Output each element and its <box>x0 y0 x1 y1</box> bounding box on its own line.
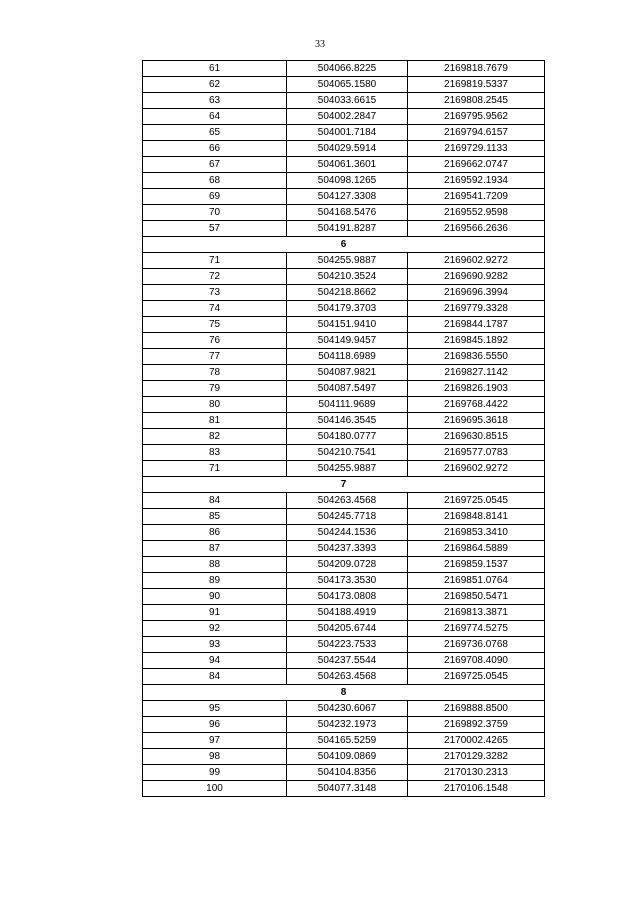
point-number-cell: 72 <box>143 269 287 285</box>
point-number-cell: 71 <box>143 253 287 269</box>
table-row <box>143 733 545 749</box>
y-coordinate-cell: 2169662.0747 <box>408 157 545 173</box>
table-row <box>143 349 545 365</box>
x-coordinate-cell: 504118.6989 <box>287 349 408 365</box>
x-coordinate-cell: 504191.8287 <box>287 221 408 237</box>
x-coordinate-cell: 504127.3308 <box>287 189 408 205</box>
x-coordinate-cell: 504223.7533 <box>287 637 408 653</box>
y-coordinate-cell: 2170130.2313 <box>408 765 545 781</box>
table-row <box>143 253 545 269</box>
point-number-cell: 61 <box>143 61 287 77</box>
x-coordinate-cell: 504087.9821 <box>287 365 408 381</box>
point-number-cell: 83 <box>143 445 287 461</box>
x-coordinate-cell: 504237.5544 <box>287 653 408 669</box>
point-number-cell: 80 <box>143 397 287 413</box>
x-coordinate-cell: 504077.3148 <box>287 781 408 797</box>
section-label: 6 <box>143 237 545 253</box>
table-row <box>143 141 545 157</box>
table-row <box>143 77 545 93</box>
x-coordinate-cell: 504146.3545 <box>287 413 408 429</box>
x-coordinate-cell: 504173.0808 <box>287 589 408 605</box>
y-coordinate-cell: 2169826.1903 <box>408 381 545 397</box>
point-number-cell: 95 <box>143 701 287 717</box>
table-row <box>143 125 545 141</box>
y-coordinate-cell: 2169577.0783 <box>408 445 545 461</box>
table-row <box>143 109 545 125</box>
y-coordinate-cell: 2169892.3759 <box>408 717 545 733</box>
x-coordinate-cell: 504210.3524 <box>287 269 408 285</box>
point-number-cell: 70 <box>143 205 287 221</box>
y-coordinate-cell: 2169630.8515 <box>408 429 545 445</box>
table-row <box>143 93 545 109</box>
table-row <box>143 205 545 221</box>
page-number: 33 <box>315 39 325 50</box>
table-row <box>143 221 545 237</box>
table-row <box>143 589 545 605</box>
point-number-cell: 97 <box>143 733 287 749</box>
point-number-cell: 73 <box>143 285 287 301</box>
x-coordinate-cell: 504087.5497 <box>287 381 408 397</box>
x-coordinate-cell: 504210.7541 <box>287 445 408 461</box>
table-row <box>143 365 545 381</box>
y-coordinate-cell: 2169779.3328 <box>408 301 545 317</box>
point-number-cell: 75 <box>143 317 287 333</box>
point-number-cell: 65 <box>143 125 287 141</box>
table-row <box>143 301 545 317</box>
y-coordinate-cell: 2169602.9272 <box>408 461 545 477</box>
table-row <box>143 461 545 477</box>
section-label: 8 <box>143 685 545 701</box>
y-coordinate-cell: 2169888.8500 <box>408 701 545 717</box>
table-row <box>143 717 545 733</box>
section-header-row <box>143 237 545 253</box>
x-coordinate-cell: 504255.9887 <box>287 461 408 477</box>
x-coordinate-cell: 504230.6067 <box>287 701 408 717</box>
y-coordinate-cell: 2169851.0764 <box>408 573 545 589</box>
y-coordinate-cell: 2169696.3994 <box>408 285 545 301</box>
point-number-cell: 84 <box>143 669 287 685</box>
table-row <box>143 557 545 573</box>
table-row <box>143 541 545 557</box>
y-coordinate-cell: 2169864.5889 <box>408 541 545 557</box>
x-coordinate-cell: 504263.4568 <box>287 493 408 509</box>
coordinates-table-body <box>143 61 545 797</box>
table-row <box>143 381 545 397</box>
y-coordinate-cell: 2169818.7679 <box>408 61 545 77</box>
x-coordinate-cell: 504245.7718 <box>287 509 408 525</box>
y-coordinate-cell: 2169552.9598 <box>408 205 545 221</box>
x-coordinate-cell: 504066.8225 <box>287 61 408 77</box>
x-coordinate-cell: 504263.4568 <box>287 669 408 685</box>
y-coordinate-cell: 2169602.9272 <box>408 253 545 269</box>
y-coordinate-cell: 2169859.1537 <box>408 557 545 573</box>
table-row <box>143 61 545 77</box>
x-coordinate-cell: 504033.6615 <box>287 93 408 109</box>
table-row <box>143 429 545 445</box>
table-row <box>143 285 545 301</box>
section-header-row <box>143 685 545 701</box>
x-coordinate-cell: 504111.9689 <box>287 397 408 413</box>
y-coordinate-cell: 2169708.4090 <box>408 653 545 669</box>
table-row <box>143 445 545 461</box>
point-number-cell: 74 <box>143 301 287 317</box>
y-coordinate-cell: 2169768.4422 <box>408 397 545 413</box>
x-coordinate-cell: 504029.5914 <box>287 141 408 157</box>
x-coordinate-cell: 504104.8356 <box>287 765 408 781</box>
point-number-cell: 81 <box>143 413 287 429</box>
y-coordinate-cell: 2170106.1548 <box>408 781 545 797</box>
table-row <box>143 173 545 189</box>
x-coordinate-cell: 504001.7184 <box>287 125 408 141</box>
point-number-cell: 93 <box>143 637 287 653</box>
y-coordinate-cell: 2169850.5471 <box>408 589 545 605</box>
coordinates-table <box>142 60 545 797</box>
point-number-cell: 82 <box>143 429 287 445</box>
point-number-cell: 66 <box>143 141 287 157</box>
point-number-cell: 69 <box>143 189 287 205</box>
x-coordinate-cell: 504165.5259 <box>287 733 408 749</box>
y-coordinate-cell: 2169813.3871 <box>408 605 545 621</box>
x-coordinate-cell: 504061.3601 <box>287 157 408 173</box>
point-number-cell: 85 <box>143 509 287 525</box>
y-coordinate-cell: 2169541.7209 <box>408 189 545 205</box>
x-coordinate-cell: 504149.9457 <box>287 333 408 349</box>
x-coordinate-cell: 504098.1265 <box>287 173 408 189</box>
y-coordinate-cell: 2169795.9562 <box>408 109 545 125</box>
point-number-cell: 90 <box>143 589 287 605</box>
point-number-cell: 63 <box>143 93 287 109</box>
x-coordinate-cell: 504205.6744 <box>287 621 408 637</box>
point-number-cell: 100 <box>143 781 287 797</box>
y-coordinate-cell: 2169808.2545 <box>408 93 545 109</box>
y-coordinate-cell: 2169690.9282 <box>408 269 545 285</box>
table-row <box>143 413 545 429</box>
y-coordinate-cell: 2169729.1133 <box>408 141 545 157</box>
y-coordinate-cell: 2169853.3410 <box>408 525 545 541</box>
x-coordinate-cell: 504255.9887 <box>287 253 408 269</box>
point-number-cell: 87 <box>143 541 287 557</box>
point-number-cell: 57 <box>143 221 287 237</box>
table-row <box>143 317 545 333</box>
point-number-cell: 84 <box>143 493 287 509</box>
x-coordinate-cell: 504237.3393 <box>287 541 408 557</box>
y-coordinate-cell: 2169566.2636 <box>408 221 545 237</box>
table-row <box>143 749 545 765</box>
point-number-cell: 99 <box>143 765 287 781</box>
point-number-cell: 78 <box>143 365 287 381</box>
table-row <box>143 397 545 413</box>
table-row <box>143 701 545 717</box>
y-coordinate-cell: 2170129.3282 <box>408 749 545 765</box>
y-coordinate-cell: 2169794.6157 <box>408 125 545 141</box>
y-coordinate-cell: 2169836.5550 <box>408 349 545 365</box>
y-coordinate-cell: 2169695.3618 <box>408 413 545 429</box>
x-coordinate-cell: 504109.0869 <box>287 749 408 765</box>
table-row <box>143 525 545 541</box>
x-coordinate-cell: 504168.5476 <box>287 205 408 221</box>
y-coordinate-cell: 2169736.0768 <box>408 637 545 653</box>
table-row <box>143 333 545 349</box>
x-coordinate-cell: 504065.1580 <box>287 77 408 93</box>
table-row <box>143 621 545 637</box>
point-number-cell: 94 <box>143 653 287 669</box>
table-row <box>143 637 545 653</box>
y-coordinate-cell: 2169725.0545 <box>408 669 545 685</box>
table-row <box>143 781 545 797</box>
y-coordinate-cell: 2169844.1787 <box>408 317 545 333</box>
x-coordinate-cell: 504232.1973 <box>287 717 408 733</box>
table-row <box>143 669 545 685</box>
point-number-cell: 88 <box>143 557 287 573</box>
point-number-cell: 67 <box>143 157 287 173</box>
table-row <box>143 765 545 781</box>
y-coordinate-cell: 2169848.8141 <box>408 509 545 525</box>
table-row <box>143 189 545 205</box>
point-number-cell: 86 <box>143 525 287 541</box>
table-row <box>143 509 545 525</box>
x-coordinate-cell: 504179.3703 <box>287 301 408 317</box>
table-row <box>143 493 545 509</box>
point-number-cell: 68 <box>143 173 287 189</box>
x-coordinate-cell: 504173.3530 <box>287 573 408 589</box>
x-coordinate-cell: 504002.2847 <box>287 109 408 125</box>
y-coordinate-cell: 2169819.5337 <box>408 77 545 93</box>
table-row <box>143 269 545 285</box>
point-number-cell: 91 <box>143 605 287 621</box>
table-row <box>143 157 545 173</box>
y-coordinate-cell: 2170002.4265 <box>408 733 545 749</box>
point-number-cell: 64 <box>143 109 287 125</box>
point-number-cell: 77 <box>143 349 287 365</box>
point-number-cell: 92 <box>143 621 287 637</box>
y-coordinate-cell: 2169827.1142 <box>408 365 545 381</box>
table-row <box>143 653 545 669</box>
y-coordinate-cell: 2169845.1892 <box>408 333 545 349</box>
x-coordinate-cell: 504151.9410 <box>287 317 408 333</box>
table-row <box>143 605 545 621</box>
point-number-cell: 98 <box>143 749 287 765</box>
x-coordinate-cell: 504180.0777 <box>287 429 408 445</box>
y-coordinate-cell: 2169725.0545 <box>408 493 545 509</box>
x-coordinate-cell: 504209.0728 <box>287 557 408 573</box>
point-number-cell: 71 <box>143 461 287 477</box>
point-number-cell: 62 <box>143 77 287 93</box>
x-coordinate-cell: 504244.1536 <box>287 525 408 541</box>
x-coordinate-cell: 504218.8662 <box>287 285 408 301</box>
point-number-cell: 89 <box>143 573 287 589</box>
point-number-cell: 79 <box>143 381 287 397</box>
point-number-cell: 76 <box>143 333 287 349</box>
table-row <box>143 573 545 589</box>
x-coordinate-cell: 504188.4919 <box>287 605 408 621</box>
y-coordinate-cell: 2169592.1934 <box>408 173 545 189</box>
point-number-cell: 96 <box>143 717 287 733</box>
section-label: 7 <box>143 477 545 493</box>
section-header-row <box>143 477 545 493</box>
y-coordinate-cell: 2169774.5275 <box>408 621 545 637</box>
